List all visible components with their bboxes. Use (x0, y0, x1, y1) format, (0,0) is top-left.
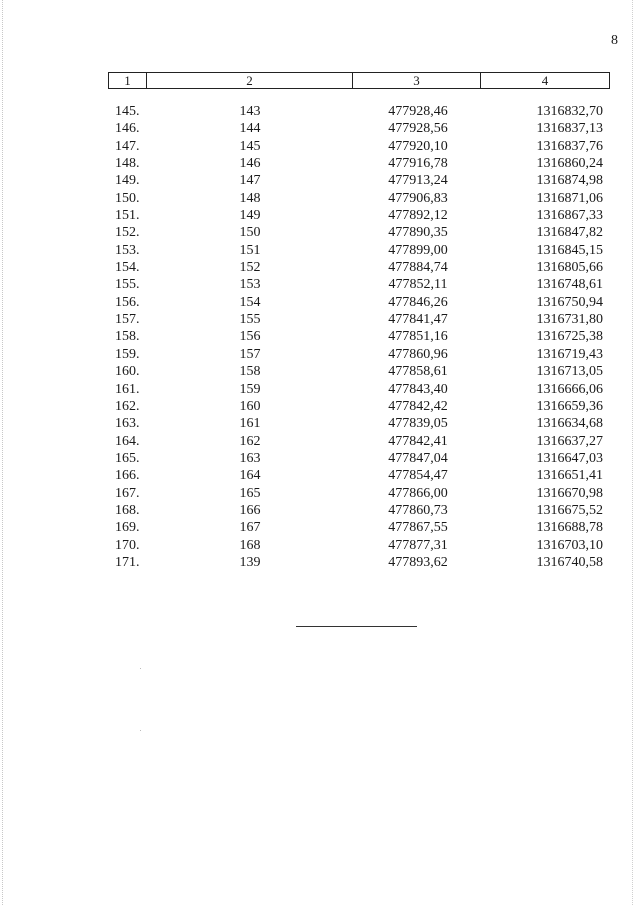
coordinate-y-cell: 1316688,78 (536, 520, 603, 536)
row-number-cell: 161. (115, 381, 140, 397)
coordinate-y-cell: 1316837,13 (536, 121, 603, 137)
point-number-cell: 155 (239, 312, 261, 328)
table-row (0, 276, 640, 293)
coordinate-y-cell: 1316670,98 (536, 485, 603, 501)
point-number-cell: 149 (239, 208, 261, 224)
coordinate-y-cell: 1316805,66 (536, 260, 603, 276)
coordinate-x-cell: 477893,62 (388, 554, 448, 570)
table-row (0, 207, 640, 224)
point-number-cell: 143 (239, 104, 261, 119)
coordinate-x-cell: 477877,31 (388, 537, 448, 553)
coordinate-y-cell: 1316871,06 (536, 190, 603, 206)
point-number-cell: 167 (239, 520, 261, 536)
coordinate-x-cell: 477841,47 (388, 312, 448, 328)
point-number-cell: 154 (239, 294, 261, 310)
row-number-cell: 149. (115, 173, 140, 189)
table-row (0, 381, 640, 398)
coordinate-x-cell: 477884,74 (388, 260, 448, 276)
coordinate-y-cell: 1316750,94 (536, 294, 603, 310)
point-number-cell: 148 (239, 190, 261, 206)
row-number-cell: 146. (115, 121, 140, 137)
coordinate-x-cell: 477854,47 (388, 468, 448, 484)
closing-rule (296, 626, 417, 627)
point-number-cell: 153 (239, 277, 261, 293)
coordinate-x-cell: 477892,12 (388, 208, 448, 224)
point-number-cell: 166 (239, 502, 261, 518)
point-number-cell: 158 (239, 364, 261, 380)
coordinate-x-cell: 477866,00 (388, 485, 448, 501)
row-number-cell: 153. (115, 242, 140, 258)
coordinate-x-cell: 477906,83 (388, 190, 448, 206)
point-number-cell: 145 (239, 138, 261, 154)
table-row (0, 415, 640, 432)
column-header-4: 4 (480, 73, 609, 88)
column-header-table (108, 72, 610, 89)
coordinate-x-cell: 477928,46 (388, 104, 448, 119)
row-number-cell: 163. (115, 416, 140, 432)
coordinate-x-cell: 477899,00 (388, 242, 448, 258)
row-number-cell: 160. (115, 364, 140, 380)
point-number-cell: 160 (239, 398, 261, 414)
coordinate-y-cell: 1316634,68 (536, 416, 603, 432)
coordinate-y-cell: 1316860,24 (536, 156, 603, 172)
row-number-cell: 157. (115, 312, 140, 328)
coordinate-x-cell: 477928,56 (388, 121, 448, 137)
row-number-cell: 156. (115, 294, 140, 310)
coordinate-y-cell: 1316666,06 (536, 381, 603, 397)
table-row (0, 450, 640, 467)
point-number-cell: 159 (239, 381, 261, 397)
coordinate-x-cell: 477851,16 (388, 329, 448, 345)
column-header-1: 1 (124, 73, 131, 88)
row-number-cell: 159. (115, 346, 140, 362)
coordinate-y-cell: 1316713,05 (536, 364, 603, 380)
point-number-cell: 164 (239, 468, 261, 484)
coordinate-y-cell: 1316837,76 (536, 138, 603, 154)
row-number-cell: 151. (115, 208, 140, 224)
row-number-cell: 162. (115, 398, 140, 414)
table-row (0, 467, 640, 484)
coordinate-x-cell: 477913,24 (388, 173, 448, 189)
table-row (0, 155, 640, 172)
row-number-cell: 167. (115, 485, 140, 501)
coordinate-y-cell: 1316637,27 (536, 433, 603, 449)
table-row (0, 554, 640, 571)
row-number-cell: 170. (115, 537, 140, 553)
row-number-cell: 169. (115, 520, 140, 536)
coordinate-table-body (0, 103, 640, 571)
column-header-3: 3 (352, 73, 480, 88)
row-number-cell: 165. (115, 450, 140, 466)
row-number-cell: 171. (115, 554, 140, 570)
table-row (0, 363, 640, 380)
point-number-cell: 162 (239, 433, 261, 449)
page-number: 8 (611, 33, 618, 48)
table-row (0, 103, 640, 120)
row-number-cell: 145. (115, 104, 140, 119)
row-number-cell: 168. (115, 502, 140, 518)
point-number-cell: 139 (239, 554, 261, 570)
coordinate-y-cell: 1316832,70 (536, 104, 603, 119)
coordinate-y-cell: 1316748,61 (536, 277, 603, 293)
row-number-cell: 158. (115, 329, 140, 345)
coordinate-x-cell: 477843,40 (388, 381, 448, 397)
point-number-cell: 150 (239, 225, 261, 241)
row-number-cell: 154. (115, 260, 140, 276)
coordinate-y-cell: 1316847,82 (536, 225, 603, 241)
table-row (0, 346, 640, 363)
table-row (0, 485, 640, 502)
coordinate-x-cell: 477916,78 (388, 156, 448, 172)
table-row (0, 242, 640, 259)
row-number-cell: 166. (115, 468, 140, 484)
coordinate-y-cell: 1316651,41 (536, 468, 603, 484)
coordinate-y-cell: 1316867,33 (536, 208, 603, 224)
point-number-cell: 146 (239, 156, 261, 172)
row-number-cell: 152. (115, 225, 140, 241)
table-row (0, 120, 640, 137)
table-row (0, 537, 640, 554)
point-number-cell: 168 (239, 537, 261, 553)
coordinate-x-cell: 477890,35 (388, 225, 448, 241)
table-row (0, 294, 640, 311)
table-row (0, 398, 640, 415)
table-row (0, 224, 640, 241)
row-number-cell: 148. (115, 156, 140, 172)
coordinate-x-cell: 477847,04 (388, 450, 448, 466)
coordinate-y-cell: 1316703,10 (536, 537, 603, 553)
coordinate-x-cell: 477860,73 (388, 502, 448, 518)
coordinate-y-cell: 1316845,15 (536, 242, 603, 258)
row-number-cell: 155. (115, 277, 140, 293)
point-number-cell: 161 (239, 416, 261, 432)
scan-speck (140, 668, 141, 669)
point-number-cell: 165 (239, 485, 261, 501)
coordinate-y-cell: 1316740,58 (536, 554, 603, 570)
coordinate-x-cell: 477858,61 (388, 364, 448, 380)
point-number-cell: 157 (239, 346, 261, 362)
coordinate-y-cell: 1316719,43 (536, 346, 603, 362)
coordinate-x-cell: 477839,05 (388, 416, 448, 432)
table-row (0, 328, 640, 345)
point-number-cell: 147 (239, 173, 261, 189)
table-row (0, 311, 640, 328)
coordinate-x-cell: 477842,42 (388, 398, 448, 414)
point-number-cell: 152 (239, 260, 261, 276)
coordinate-y-cell: 1316731,80 (536, 312, 603, 328)
coordinate-x-cell: 477852,11 (388, 277, 448, 293)
coordinate-x-cell: 477920,10 (388, 138, 448, 154)
coordinate-y-cell: 1316874,98 (536, 173, 603, 189)
coordinate-x-cell: 477842,41 (388, 433, 448, 449)
table-row (0, 433, 640, 450)
coordinate-x-cell: 477867,55 (388, 520, 448, 536)
row-number-cell: 147. (115, 138, 140, 154)
coordinate-y-cell: 1316725,38 (536, 329, 603, 345)
point-number-cell: 144 (239, 121, 261, 137)
point-number-cell: 156 (239, 329, 261, 345)
table-row (0, 172, 640, 189)
row-number-cell: 164. (115, 433, 140, 449)
table-row (0, 190, 640, 207)
coordinate-y-cell: 1316659,36 (536, 398, 603, 414)
coordinate-x-cell: 477846,26 (388, 294, 448, 310)
point-number-cell: 163 (239, 450, 261, 466)
point-number-cell: 151 (239, 242, 261, 258)
coordinate-x-cell: 477860,96 (388, 346, 448, 362)
scan-speck (140, 730, 141, 731)
coordinate-y-cell: 1316647,03 (536, 450, 603, 466)
coordinate-y-cell: 1316675,52 (536, 502, 603, 518)
column-header-2: 2 (146, 73, 352, 88)
table-row (0, 502, 640, 519)
row-number-cell: 150. (115, 190, 140, 206)
table-row (0, 259, 640, 276)
table-row (0, 519, 640, 536)
table-row (0, 138, 640, 155)
